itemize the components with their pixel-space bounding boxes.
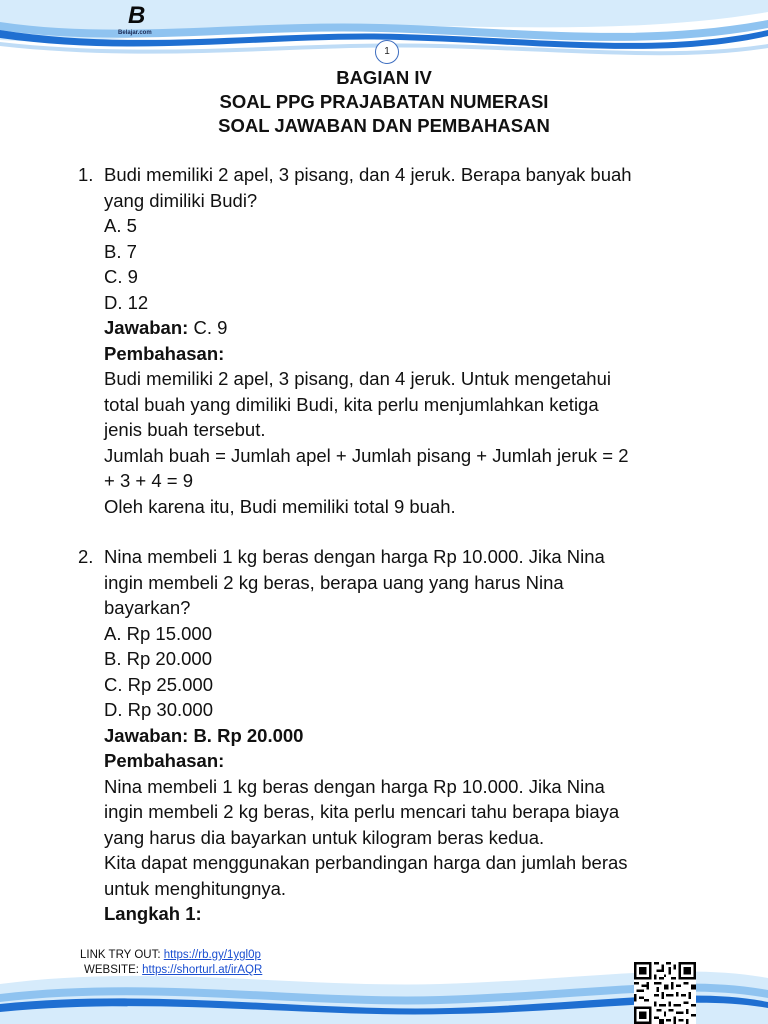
website-label: WEBSITE: xyxy=(84,964,143,976)
question-text-line: yang dimiliki Budi? xyxy=(104,189,258,211)
header-line-1: BAGIAN IV xyxy=(336,67,432,88)
option-a: A. Rp 15.000 xyxy=(104,622,212,644)
website-link[interactable]: https://shorturl.at/irAQR xyxy=(142,964,263,976)
option-b: B. Rp 20.000 xyxy=(104,648,212,669)
discussion-label: Pembahasan: xyxy=(104,750,225,771)
discussion-line: Nina membeli 1 kg beras dengan harga Rp 10.000. Jika Nina xyxy=(104,775,605,797)
answer-label: Jawaban: xyxy=(104,317,189,338)
question-text-line: Budi memiliki 2 apel, 3 pisang, dan 4 jeruk. Berapa banyak buah xyxy=(104,164,632,185)
question-2 xyxy=(78,544,698,927)
discussion-line: Kita dapat menggunakan perbandingan harga dan jumlah beras xyxy=(104,852,628,873)
question-1 xyxy=(78,162,698,519)
option-c: C. 9 xyxy=(104,266,138,287)
discussion-line: untuk menghitungnya. xyxy=(104,877,287,899)
question-text-line: bayarkan? xyxy=(104,597,191,618)
answer-line: Jawaban: B. Rp 20.000 xyxy=(104,724,304,746)
discussion-label: Pembahasan: xyxy=(104,342,225,364)
logo-text: Belajar.com xyxy=(118,30,152,36)
option-a: A. 5 xyxy=(104,215,137,236)
answer-value: C. 9 xyxy=(193,317,228,338)
answer-line xyxy=(104,315,698,341)
footer-links xyxy=(80,948,262,978)
document-header xyxy=(0,66,768,138)
question-text-line: Nina membeli 1 kg beras dengan harga Rp 10.000. Jika Nina xyxy=(104,546,605,567)
tryout-link[interactable]: https://rb.gy/1ygl0p xyxy=(163,949,261,961)
discussion-line: yang harus dia bayarkan untuk kilogram beras kedua. xyxy=(104,826,545,848)
option-b: B. 7 xyxy=(104,240,137,262)
logo-mark: B xyxy=(128,2,146,29)
discussion-line: ingin membeli 2 kg beras, kita perlu mencari tahu berapa biaya xyxy=(104,801,620,822)
page-number-badge: 1 xyxy=(375,40,399,64)
document-content xyxy=(78,162,698,927)
header-line-2: SOAL PPG PRAJABATAN NUMERASI xyxy=(219,91,549,112)
option-d: D. 12 xyxy=(104,291,149,313)
discussion-line: Oleh karena itu, Budi memiliki total 9 buah. xyxy=(104,495,456,517)
tryout-label: LINK TRY OUT: xyxy=(80,949,164,961)
qr-code-icon xyxy=(634,962,696,1024)
brand-logo xyxy=(118,4,178,40)
question-number: 2. xyxy=(78,546,94,567)
discussion-line: + 3 + 4 = 9 xyxy=(104,470,193,491)
discussion-line: jenis buah tersebut. xyxy=(104,419,266,440)
option-c: C. Rp 25.000 xyxy=(104,673,214,695)
question-text-line: ingin membeli 2 kg beras, berapa uang yang harus Nina xyxy=(104,571,564,593)
discussion-line: Budi memiliki 2 apel, 3 pisang, dan 4 jeruk. Untuk mengetahui xyxy=(104,368,611,389)
website-line xyxy=(80,963,262,978)
header-line-3: SOAL JAWABAN DAN PEMBAHASAN xyxy=(218,115,550,136)
tryout-line xyxy=(80,948,262,963)
discussion-line: total buah yang dimiliki Budi, kita perlu menjumlahkan ketiga xyxy=(104,393,599,415)
option-d: D. Rp 30.000 xyxy=(104,699,214,720)
step-label: Langkah 1: xyxy=(104,903,202,924)
question-number: 1. xyxy=(78,164,94,185)
discussion-line: Jumlah buah = Jumlah apel + Jumlah pisang + Jumlah jeruk = 2 xyxy=(104,444,629,466)
